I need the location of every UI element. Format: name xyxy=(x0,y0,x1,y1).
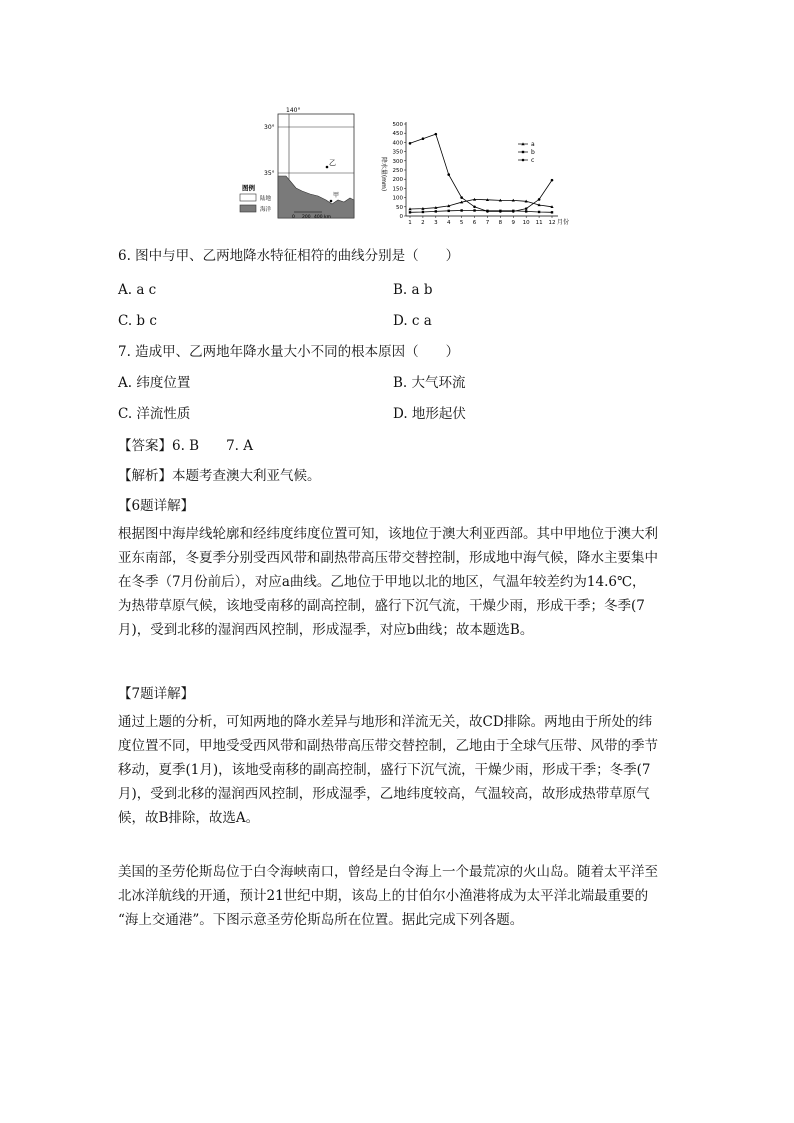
legend-label-c: c xyxy=(531,157,535,164)
lat-top-label: 30° xyxy=(264,124,275,131)
intro-line: 北冰洋航线的开通，预计21世纪中期，该岛上的甘伯尔小渔港将成为太平洋北端最重要的 xyxy=(118,888,649,904)
data-point-b xyxy=(551,211,553,213)
data-point-c xyxy=(551,179,554,182)
analysis-line: 【解析】本题考查澳大利亚气候。 xyxy=(118,468,321,484)
answer-line: 【答案】6. B 7. A xyxy=(118,438,254,454)
scale-0: 0 xyxy=(292,215,295,220)
data-point-b xyxy=(538,211,540,213)
detail6-paragraph xyxy=(118,522,678,642)
legend-label-a: a xyxy=(531,141,535,148)
chart-y-tick-label: 150 xyxy=(392,186,403,193)
data-point-c xyxy=(460,196,463,199)
lat-mid-label: 35° xyxy=(264,170,275,177)
point-yi-marker xyxy=(326,166,329,169)
detail6-line: 亚东南部，冬夏季分别受西风带和副热带高压带交替控制，形成地中海气候，降水主要集中 xyxy=(118,550,658,566)
detail6-line: 为热带草原气候，该地受南移的副高控制，盛行下沉气流，干燥少雨，形成干季；冬季(7 xyxy=(118,598,645,614)
chart-x-tick-label: 8 xyxy=(498,220,503,226)
data-point-c xyxy=(525,207,528,210)
data-point-c xyxy=(538,198,541,201)
q7-option-d: D. 地形起伏 xyxy=(393,406,466,422)
data-point-c xyxy=(435,133,438,136)
chart-y-tick-label: 500 xyxy=(392,122,403,128)
data-point-c xyxy=(409,142,412,145)
chart-x-tick-label: 5 xyxy=(459,220,464,226)
point-jia-label: 甲 xyxy=(333,192,340,199)
point-jia-marker xyxy=(330,200,333,203)
chart-y-axis-label: 降水量(mm) xyxy=(380,156,387,192)
chart-x-tick-label: 7 xyxy=(485,220,490,226)
data-point-b xyxy=(435,210,437,212)
detail7-line: 度位置不同，甲地受受西风带和副热带高压带交替控制，乙地由于全球气压带、风带的季节 xyxy=(118,738,658,754)
figures xyxy=(236,104,570,230)
data-point-c xyxy=(447,173,450,176)
q6-option-c: C. b c xyxy=(118,313,157,329)
chart-y-tick-label: 300 xyxy=(392,158,403,165)
legend-marker-c xyxy=(522,159,525,162)
data-point-b xyxy=(525,210,527,212)
series-line-b xyxy=(410,211,552,213)
chart-y-tick-label: 200 xyxy=(392,177,403,184)
detail7-title: 【7题详解】 xyxy=(118,686,195,702)
chart-y-tick-label: 350 xyxy=(392,149,403,156)
legend-label-b: b xyxy=(531,149,535,156)
q6-option-b: B. a b xyxy=(393,282,433,298)
detail7-line: 月)，受到北移的湿润西风控制，形成湿季，乙地纬度较高，气温较高，故形成热带草原气 xyxy=(118,786,650,802)
q7-option-a: A. 纬度位置 xyxy=(118,375,191,391)
chart-y-tick-label: 400 xyxy=(392,140,403,147)
intro-paragraph xyxy=(118,860,678,932)
data-point-b xyxy=(460,209,462,211)
q7-option-c: C. 洋流性质 xyxy=(118,406,191,422)
legend-sea-swatch xyxy=(240,205,256,212)
q6-option-d: D. c a xyxy=(393,313,432,329)
intro-line: 美国的圣劳伦斯岛位于白令海峡南口，曾经是白令海上一个最荒凉的火山岛。随着太平洋至 xyxy=(118,864,658,880)
detail6-line: 月)，受到北移的湿润西风控制，形成湿季，对应b曲线；故本题选B。 xyxy=(118,622,534,638)
data-point-c xyxy=(486,210,489,213)
legend-marker-b xyxy=(522,151,524,153)
scale-400: 400 km xyxy=(314,215,332,220)
chart-x-tick-label: 6 xyxy=(472,220,477,226)
chart-y-tick-label: 50 xyxy=(396,204,403,211)
detail6-title: 【6题详解】 xyxy=(118,498,195,514)
chart-x-tick-label: 10 xyxy=(522,220,530,226)
detail7-line: 移动，夏季(1月)，该地受南移的副高控制，盛行下沉气流，干燥少雨，形成干季；冬季(7 xyxy=(118,762,651,778)
map-figure xyxy=(240,107,354,220)
point-yi-label: 乙 xyxy=(329,159,336,167)
lon-label: 140° xyxy=(286,107,301,114)
legend-land-label: 陆地 xyxy=(260,196,272,202)
chart-x-tick-label: 1 xyxy=(408,220,412,226)
chart-y-tick-label: 100 xyxy=(392,195,403,202)
chart-y-tick-label: 250 xyxy=(392,168,403,174)
chart-x-tick-label: 2 xyxy=(421,220,425,226)
detail7-line: 通过上题的分析，可知两地的降水差异与地形和洋流无关，故CD排除。两地由于所处的纬 xyxy=(118,714,653,730)
chart-x-tick-label: 3 xyxy=(434,220,438,226)
chart-x-tick-label: 11 xyxy=(535,220,543,226)
chart-y-tick-label: 450 xyxy=(392,131,403,138)
q7-option-b: B. 大气环流 xyxy=(393,375,466,391)
chart-x-tick-label: 9 xyxy=(511,220,516,226)
data-point-b xyxy=(422,211,424,213)
data-point-b xyxy=(448,210,450,212)
detail6-line: 在冬季（7月份前后），对应a曲线。乙地位于甲地以北的地区，气温年较差约为14.6℃， xyxy=(118,574,646,590)
chart-x-tick-label: 4 xyxy=(446,220,451,226)
scale-200: 200 xyxy=(302,215,311,220)
legend-title: 图例 xyxy=(242,184,255,192)
chart-y-tick-label: 0 xyxy=(399,214,403,220)
q6-option-a: A. a c xyxy=(118,282,157,298)
precipitation-chart xyxy=(380,122,569,226)
detail7-paragraph xyxy=(118,710,678,830)
chart-x-tick-label: 12 xyxy=(548,220,556,226)
data-point-c xyxy=(499,210,502,213)
detail7-line: 候，故B排除，故选A。 xyxy=(118,810,260,826)
data-point-c xyxy=(512,210,515,213)
data-point-c xyxy=(473,206,476,209)
q6-stem: 6. 图中与甲、乙两地降水特征相符的曲线分别是（ ） xyxy=(118,248,460,264)
detail6-line: 根据图中海岸线轮廓和经纬度纬度位置可知，该地位于澳大利亚西部。其中甲地位于澳大利 xyxy=(118,526,658,542)
data-point-c xyxy=(422,137,425,140)
data-point-b xyxy=(409,211,411,213)
q7-stem: 7. 造成甲、乙两地年降水量大小不同的根本原因（ ） xyxy=(118,344,460,360)
legend-sea-label: 海洋 xyxy=(260,207,272,213)
intro-line: “海上交通港”。下图示意圣劳伦斯岛所在位置。据此完成下列各题。 xyxy=(118,912,524,928)
data-point-b xyxy=(473,209,475,211)
legend-land-swatch xyxy=(240,194,256,201)
chart-x-axis-label: 月份 xyxy=(557,219,570,226)
series-line-a xyxy=(410,199,552,209)
